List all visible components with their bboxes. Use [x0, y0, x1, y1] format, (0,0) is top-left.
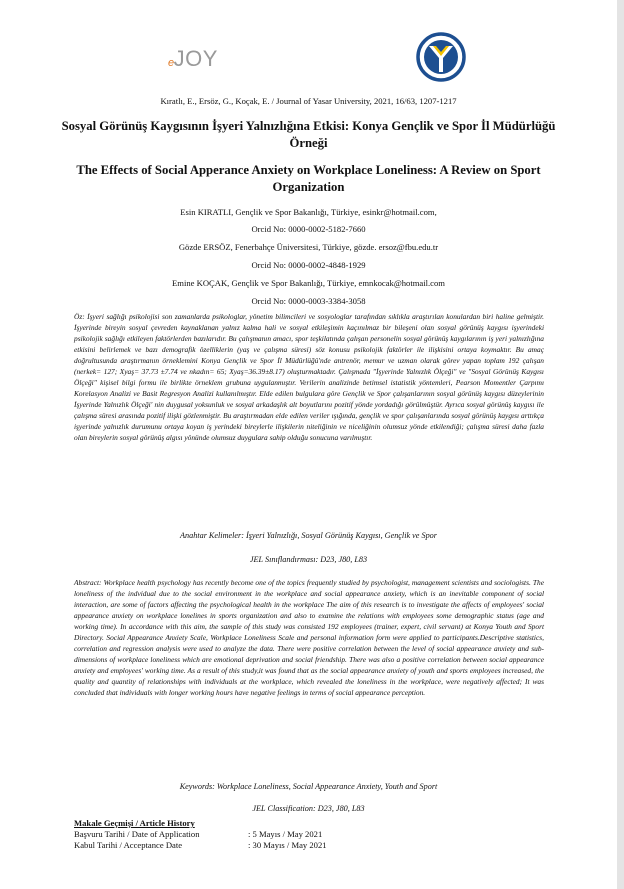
- keywords-english: Keywords: Workplace Loneliness, Social Appearance Anxiety, Youth and Sport: [179, 782, 438, 791]
- logo-e: e: [168, 57, 175, 69]
- history-value: : 5 Mayıs / May 2021: [248, 829, 323, 839]
- history-row-acceptance: [74, 840, 327, 851]
- yasar-university-logo-icon: [416, 32, 466, 82]
- citation-header: Kıratlı, E., Ersöz, G., Koçak, E. / Journal of Yasar University, 2021, 16/63, 1207-1217: [160, 96, 457, 106]
- joy-logo: [168, 46, 218, 72]
- author-1: Esin KIRATLI, Gençlik ve Spor Bakanlığı, Türkiye, esinkr@hotmail.com,: [180, 207, 437, 217]
- author-3: Emine KOÇAK, Gençlik ve Spor Bakanlığı, Türkiye, emnkocak@hotmail.com: [172, 278, 445, 288]
- title-turkish: Sosyal Görünüş Kaygısının İşyeri Yalnızlığına Etkisi: Konya Gençlik ve Spor İl Müdürlüğü Örneği: [61, 119, 556, 150]
- abstract-english: Abstract: Workplace health psychology has recently become one of the topics frequently studied by psychologist, management scientists and sociologists. The loneliness of the indvidual due to the social environment in the workplace and social appearance anxiety, which is an inevitable component of social interaction, are some of factors affecting the psychological health in the workplace The aim of this research is to investigate the affects of employees' social appearance anxiety on workplace lonelines in sports organization and also to examine the relations with employees some demographic status (age and working time). In accordance with this aim, the sample of this study was consisted 192 employees (trainer, expert, civil servant) at Konya Youth and Sport Directory. Social Appearance Anxiety Scale, Workplace Loneliness Scale and personal information form were applied to participants.Descriptive statistics, correlation and regression analysis were used to analyze the data. There were positive correlation between the level of social appearance anxiety and sub-dimensions of workplace loneliness which are emotional deprivation and social friendship. There was also a positive correlation between social appearance anxiety and employees' working time. As a result of this study,it was found that as the social appearance anxiety of youth and sports employees increased, the quality and quantity of relationships with individuals at the workplace, which revealed the loneliness in the workplace, were negatively affected; It was concluded that individuals with longer working hours have negative feelings in terms of social appearance perception.: [74, 578, 544, 697]
- history-row-application: [74, 829, 327, 840]
- jel-turkish: JEL Sınıflandırması: D23, J80, L83: [249, 555, 368, 564]
- logo-text: JOY: [173, 46, 218, 71]
- history-label: Kabul Tarihi / Acceptance Date: [74, 840, 183, 850]
- history-label: Başvuru Tarihi / Date of Application: [74, 829, 200, 839]
- author-2-orcid: Orcid No: 0000-0002-4848-1929: [251, 260, 366, 270]
- title-english: The Effects of Social Apperance Anxiety on Workplace Loneliness: A Review on Sport Organization: [76, 163, 541, 194]
- author-3-orcid: Orcid No: 0000-0003-3384-3058: [251, 296, 366, 306]
- article-history: [74, 818, 327, 851]
- jel-english: JEL Classification: D23, J80, L83: [252, 804, 365, 813]
- abstract-turkish: Öz: İşyeri sağlığı psikolojisi son zamanlarda psikologlar, yönetim bilimcileri ve sosyologlar tarafından sıklıkla araştırılan konulardan biri haline gelmiştir. İşyerinde bireyin sosyal çevreden kaynaklanan yalnız kalma hali ve sosyal etkileşimin kaçınılmaz bir bileşeni olan sosyal görünüş kaygısı işyerindeki psikolojik sağlığı etkileyen faktörlerden bazılarıdır. Bu çalışmanın amacı, spor teşkilatında çalışan personelin sosyal görünüş kaygılarının iş yeri yalnızlığına etkisini belirlemek ve bazı demografik özelliklerin (yaş ve çalışma süresi) söz konusu psikolojik faktörler ile ilişkisini ortaya koymaktır. Bu amaç doğrultusunda araştırmanın örneklemini Konya Gençlik ve Spor İl Müdürlüğü'nde antrenör, memur ve uzman olarak görev yapan toplam 192 çalışan (nerkek= 127; Xyaş= 37.73 ±7.74 ve nkadın= 65; Xyaş=36.39±8.17) oluşturmaktadır. Çalışmada "İşyerinde Yalnızlık Ölçeği" ve "Sosyal Görünüş Kaygısı Ölçeği" kişisel bilgi formu ile birlikte örneklem grubuna uygulanmıştır. Verilerin analizinde betimsel istatistik yöntemleri, Pearson Momentler Çarpımı Korelasyon Analizi ve Basit Regresyon Analizi kullanılmıştır. Elde edilen bulgulara göre Gençlik ve Spor çalışanlarının sosyal görünüş kaygısı düzeylerinin İşyerinde Yalnızlık Ölçeği' nin duygusal yoksunluk ve sosyal arkadaşlık alt boyutlarını pozitif yönde yordadığı görülmüştür. Ayrıca sosyal görünüş kaygısı ile çalışma süresi arasında pozitif ilişki gözlenmiştir. Bu araştırmadan elde edilen veriler ışığında, gençlik ve spor çalışanlarında sosyal görünüş kaygısı arttıkça işyerinde yalnızlık durumunu ortaya koyan iş yerindeki bireylerle ilişkilerin niteliğinin ve niceliğinin olumsuz yönde etkilendiği; çalışma süresi daha fazla olan bireylerin sosyal görünüş algısı yönünde olumsuz duygulara sahip olduğu sonucuna varılmıştır.: [74, 312, 544, 442]
- author-1-orcid: Orcid No: 0000-0002-5182-7660: [251, 224, 366, 234]
- keywords-turkish: Anahtar Kelimeler: İşyeri Yalnızlığı, Sosyal Görünüş Kaygısı, Gençlik ve Spor: [180, 531, 437, 540]
- viewer-edge: [617, 0, 624, 889]
- author-2: Gözde ERSÖZ, Fenerbahçe Üniversitesi, Türkiye, gözde. ersoz@fbu.edu.tr: [178, 242, 439, 252]
- history-value: : 30 Mayıs / May 2021: [248, 840, 327, 850]
- article-history-heading: Makale Geçmişi / Article History: [74, 818, 195, 828]
